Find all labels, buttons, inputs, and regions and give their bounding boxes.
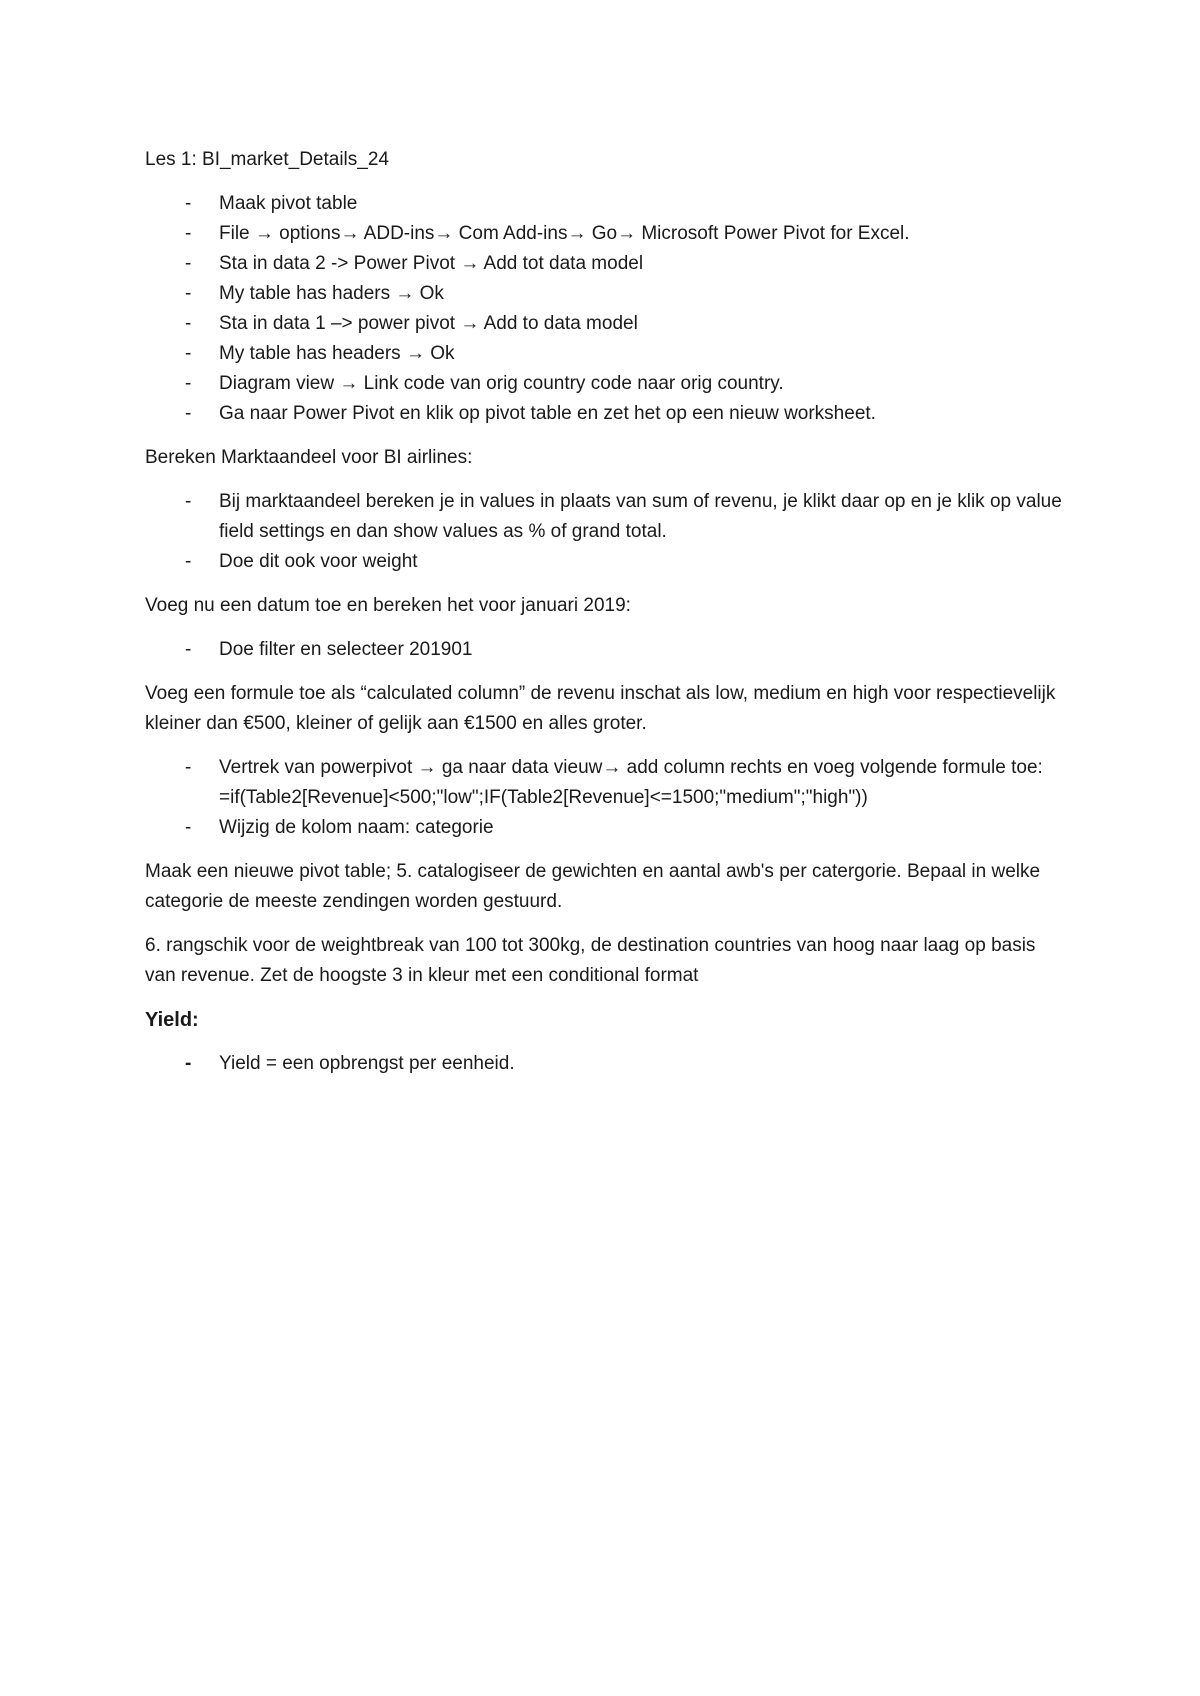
dash-bullet: -	[185, 193, 192, 214]
list-item: - Maak pivot table	[145, 189, 1065, 219]
dash-bullet: -	[185, 551, 192, 572]
list-item: - Bij marktaandeel bereken je in values in plaats van sum of revenu, je klikt daar op en je klik op value field settings en dan show values as % of grand total.	[145, 487, 1065, 547]
dash-bullet: -	[185, 223, 192, 244]
dash-bullet: -	[185, 817, 192, 838]
dash-bullet: -	[185, 491, 192, 512]
section-paragraph-formule: Voeg een formule toe als “calculated column” de revenu inschat als low, medium en high voor respectievelijk kleiner dan €500, kleiner of gelijk aan €1500 en alles groter.	[145, 683, 1056, 734]
list-item: - My table has headers → Ok	[145, 339, 1065, 369]
document-body	[145, 145, 1065, 1093]
list-item: - Sta in data 1 –> power pivot → Add to data model	[145, 309, 1065, 339]
dash-bullet: -	[185, 283, 192, 304]
section-heading-datum: Voeg nu een datum toe en bereken het voor januari 2019:	[145, 595, 631, 616]
steps-list-pivot	[145, 189, 1065, 429]
section-heading-marktaandeel: Bereken Marktaandeel voor BI airlines:	[145, 447, 473, 468]
list-item: - Sta in data 2 -> Power Pivot → Add tot data model	[145, 249, 1065, 279]
list-item: - File → options→ ADD-ins→ Com Add-ins→ Go→ Microsoft Power Pivot for Excel.	[145, 219, 1065, 249]
list-item: - Wijzig de kolom naam: categorie	[145, 813, 1065, 843]
list-item: - Ga naar Power Pivot en klik op pivot table en zet het op een nieuw worksheet.	[145, 399, 1065, 429]
dash-bullet: -	[185, 313, 192, 334]
section-paragraph-rangschik: 6. rangschik voor de weightbreak van 100 tot 300kg, de destination countries van hoog naar laag op basis van revenue. Zet de hoogste 3 in kleur met een conditional format	[145, 935, 1036, 986]
list-item: - Doe filter en selecteer 201901	[145, 635, 1065, 665]
dash-bullet: -	[185, 373, 192, 394]
dash-bullet: -	[185, 403, 192, 424]
steps-list-marktaandeel	[145, 487, 1065, 577]
list-item: - Diagram view → Link code van orig country code naar orig country.	[145, 369, 1065, 399]
steps-list-formule	[145, 753, 1065, 843]
dash-bullet: -	[185, 1053, 192, 1074]
document-title: Les 1: BI_market_Details_24	[145, 149, 389, 170]
steps-list-datum	[145, 635, 1065, 665]
section-paragraph-pivot-categorie: Maak een nieuwe pivot table; 5. catalogiseer de gewichten en aantal awb's per catergorie. Bepaal in welke categorie de meeste zendingen worden gestuurd.	[145, 861, 1041, 912]
dash-bullet: -	[185, 253, 192, 274]
section-heading-yield: Yield:	[145, 1009, 199, 1031]
list-item: - Yield = een opbrengst per eenheid.	[145, 1049, 1065, 1079]
dash-bullet: -	[185, 757, 192, 778]
list-item: - My table has haders → Ok	[145, 279, 1065, 309]
dash-bullet: -	[185, 639, 192, 660]
list-item: - Doe dit ook voor weight	[145, 547, 1065, 577]
steps-list-yield	[145, 1049, 1065, 1079]
list-item: - Vertrek van powerpivot → ga naar data vieuw→ add column rechts en voeg volgende formule toe: =if(Table2[Revenue]<500;"low";IF(Table2[Revenue]<=1500;"medium";"high"))	[145, 753, 1065, 813]
dash-bullet: -	[185, 343, 192, 364]
